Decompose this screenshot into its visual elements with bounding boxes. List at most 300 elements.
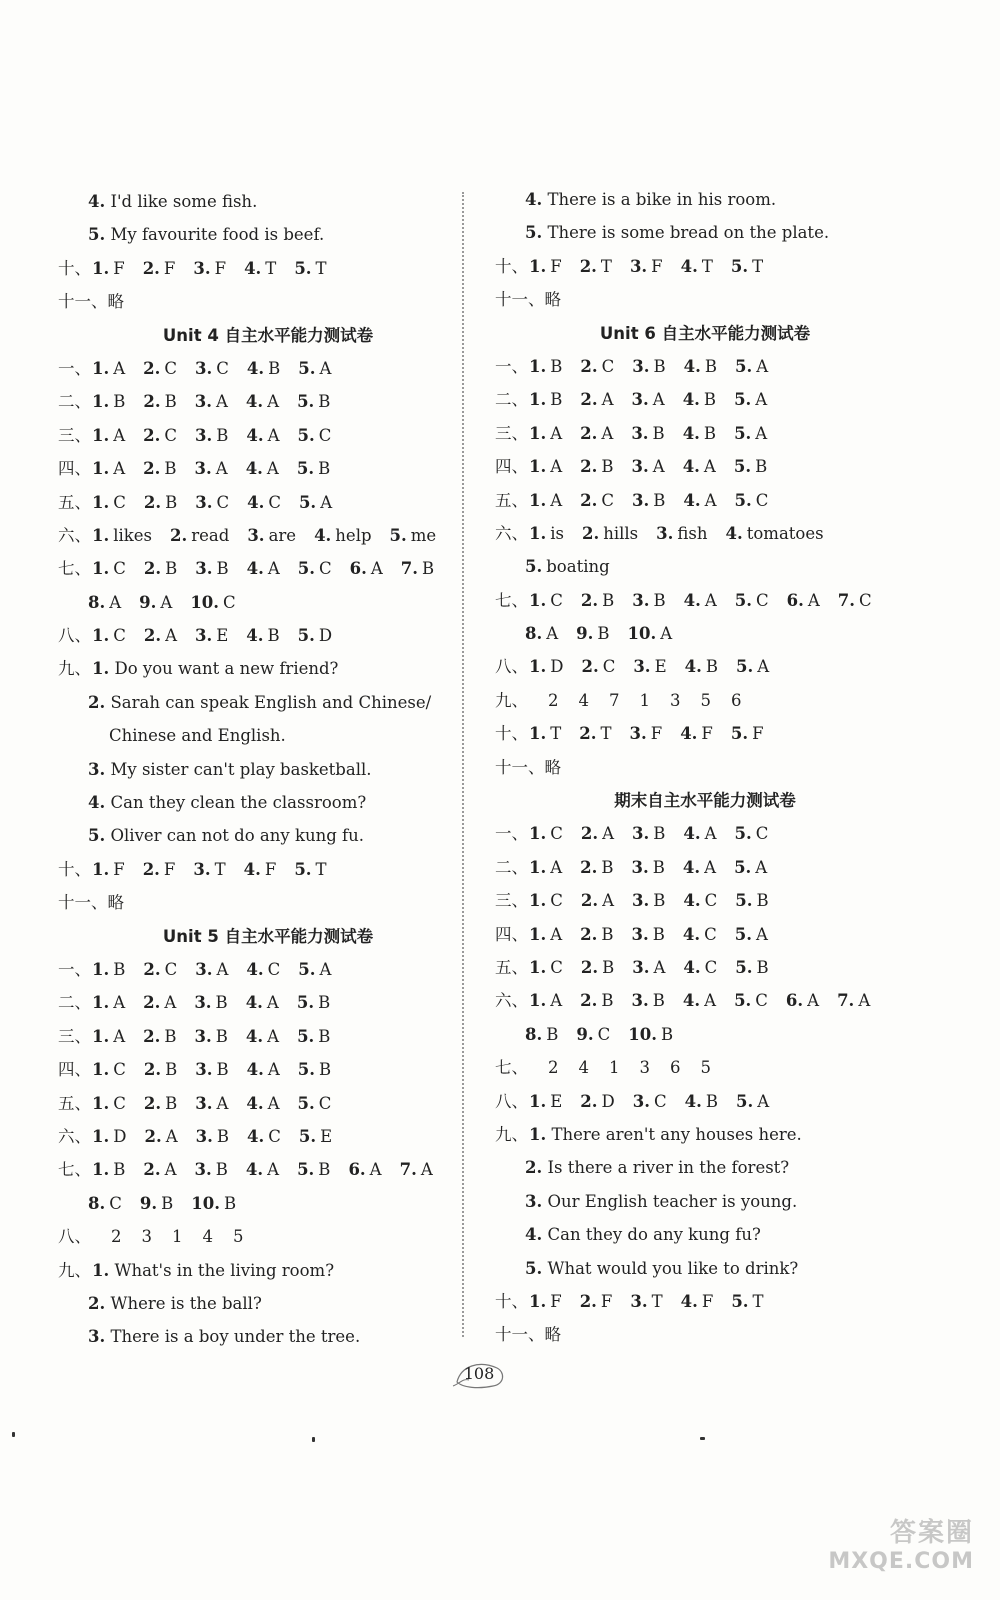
answer-item [529,517,564,550]
item-answer: A [267,392,280,412]
item-answer: B [705,657,718,677]
answer-item [632,584,665,617]
item-answer: D [113,1126,127,1146]
answer-item [580,1285,613,1318]
answer-item [580,250,612,283]
item-number: 2. [143,1093,162,1113]
answer-item [143,853,176,886]
item-answer: T [651,1291,663,1311]
item-answer: A [755,423,768,443]
item-answer: B [704,356,717,376]
item-number: 3. [195,358,213,378]
answer-item [297,986,330,1019]
answer-row [495,484,915,517]
section-marker: 十、 [495,724,528,744]
item-number: 9. [576,624,594,644]
item-number: 10. [628,1024,657,1044]
answer-item [529,884,563,917]
item-answer: A [370,559,383,579]
item-answer: F [600,1291,613,1311]
item-answer: is [550,523,564,543]
item-number: 4. [245,459,263,479]
item-answer: E [654,657,667,677]
answer-row [495,851,915,884]
scan-speck [312,1437,315,1442]
item-number: 5. [297,425,315,445]
item-number: 5. [734,423,752,443]
item-answer: C [113,626,126,646]
item-number: 1. [92,258,110,278]
item-number: 1. [92,859,110,879]
answer-item [92,352,125,385]
sentence-text: Is there a river in the forest? [547,1158,790,1178]
item-number: 2. [579,1291,597,1311]
answer-item [529,817,563,850]
item-answer: A [703,457,716,477]
item-number: 5. [525,223,543,243]
item-answer: F [163,859,176,879]
item-answer: A [165,626,178,646]
item-number: 3. [525,1191,543,1211]
answer-item [529,450,562,483]
item-number: 1. [529,390,547,410]
item-answer: C [704,891,718,911]
answer-row [495,1085,915,1118]
sequence-value: 2 [111,1227,122,1247]
item-answer: C [268,492,281,512]
answer-row [58,953,478,986]
sequence-value: 6 [731,690,742,710]
item-answer: A [215,392,228,412]
answer-row [58,419,478,452]
item-number: 1. [529,457,547,477]
item-answer: F [264,859,277,879]
item-number: 3. [631,423,649,443]
item-answer: C [597,1024,611,1044]
answer-item [735,484,769,517]
item-answer: B [653,356,666,376]
answer-row [495,450,915,483]
item-answer: B [319,1060,332,1080]
item-answer: C [164,358,178,378]
item-number: 4. [243,859,261,879]
item-number: 4. [682,924,701,944]
item-number: 4. [683,590,701,610]
item-answer: A [652,390,665,410]
item-answer: A [164,993,177,1013]
item-answer: C [859,590,872,610]
item-number: 9. [139,1193,158,1213]
answer-item [736,1085,769,1118]
item-answer: B [546,1024,559,1044]
item-number: 1. [92,993,110,1013]
answer-row [495,1285,915,1318]
answer-item [92,1120,126,1153]
answer-item [348,1153,381,1186]
answer-item [633,650,666,683]
page-number-text: 108 [463,1364,495,1383]
sentence-text: Do you want a new friend? [114,659,339,679]
section-marker: 二、 [58,993,91,1013]
item-number: 2. [143,1026,161,1046]
answer-item [400,1153,433,1186]
answer-item [144,619,177,652]
item-answer: B [602,590,615,610]
item-answer: B [652,423,665,443]
item-answer: A [653,957,666,977]
item-answer: A [756,356,769,376]
answer-item [144,552,177,585]
item-answer: B [216,425,229,445]
item-number: 1. [92,626,110,646]
item-answer: B [703,390,717,410]
answer-sentence [58,1254,478,1287]
item-answer: B [550,356,563,376]
item-answer: tomatoes [746,523,824,543]
item-answer: A [267,559,280,579]
item-answer: hills [603,523,639,543]
section-marker: 八、 [58,626,91,646]
answer-item [632,450,665,483]
answer-row [58,1020,478,1053]
item-answer: T [315,859,327,879]
item-answer: A [113,1026,126,1046]
item-number: 2. [143,559,162,579]
item-answer: A [807,991,820,1011]
item-number: 4. [246,358,265,378]
item-number: 1. [529,657,547,677]
item-answer: C [755,824,769,844]
answer-item [576,1018,610,1051]
item-number: 3. [631,857,649,877]
answer-sentence [58,819,478,852]
answer-item [529,650,563,683]
item-answer: D [318,626,333,646]
answer-item [734,417,767,450]
answer-item [529,383,562,416]
item-answer: A [550,457,563,477]
answer-item [92,853,125,886]
item-number: 2. [580,590,599,610]
answer-item [195,1020,228,1053]
column-divider [462,192,464,1337]
item-answer: A [216,1093,229,1113]
item-answer: C [550,590,563,610]
right-column [495,183,915,1352]
item-number: 3. [632,356,650,376]
item-answer: B [161,1193,174,1213]
item-number: 2. [143,1060,162,1080]
answer-item [734,984,768,1017]
item-number: 1. [92,1060,110,1080]
item-number: 2. [581,523,600,543]
section-marker: 七、 [495,590,528,610]
item-number: 4. [684,657,702,677]
item-number: 10. [627,624,657,644]
sequence-value: 5 [233,1227,244,1247]
answer-item [298,552,332,585]
item-number: 3. [631,390,649,410]
answer-item [525,1018,558,1051]
answer-item [195,1087,228,1120]
answer-sentence [58,1287,478,1320]
item-answer: A [550,991,563,1011]
answer-item [632,884,665,917]
answer-row [58,486,478,519]
answer-item [685,1085,718,1118]
item-number: 3. [195,425,213,445]
item-number: 5. [296,993,315,1013]
answer-item [734,450,767,483]
item-answer: E [216,626,229,646]
item-number: 3. [195,1126,213,1146]
item-answer: A [756,924,768,944]
answer-item [143,986,176,1019]
section-marker: 一、 [495,356,528,376]
answer-item [786,984,819,1017]
answer-row [495,951,915,984]
item-answer: B [652,991,665,1011]
answer-row [58,586,478,619]
answer-row [495,383,915,416]
item-number: 1. [92,392,110,412]
answer-item [683,417,716,450]
item-number: 4. [683,490,701,510]
answer-row [58,1187,478,1220]
item-number: 5. [734,590,752,610]
answer-item [579,717,611,750]
item-answer: T [315,258,327,278]
answer-item [294,853,326,886]
item-number: 2. [580,356,598,376]
answer-item [683,851,716,884]
section-title: Unit 5 自主水平能力测试卷 [162,926,374,946]
item-number: 1. [529,724,547,744]
item-answer: A [113,993,126,1013]
answer-item [529,1285,562,1318]
answer-item [632,817,665,850]
item-number: 2. [142,859,160,879]
item-number: 1. [92,425,110,445]
answer-row [495,918,915,951]
answer-row [58,519,478,552]
answer-item [144,1087,177,1120]
answer-item [630,250,663,283]
answer-sentence [495,1252,915,1285]
item-answer: A [113,358,126,378]
answer-item [144,1053,177,1086]
item-number: 4. [246,959,264,979]
item-number: 3. [247,525,265,545]
answer-sentence [58,185,478,218]
answer-row [58,853,478,886]
item-number: 2. [143,993,161,1013]
item-answer: B [653,490,666,510]
answer-item [580,350,614,383]
sentence-text: My favourite food is beef. [110,225,325,245]
item-number: 2. [143,392,161,412]
item-number: 3. [629,724,647,744]
item-answer: B [601,857,614,877]
page-number [449,1356,509,1392]
item-number: 2. [579,256,597,276]
item-number: 2. [580,991,598,1011]
item-answer: A [550,490,563,510]
sequence-value: 4 [578,1058,589,1078]
item-number: 1. [92,1126,110,1146]
item-number: 5. [298,1126,317,1146]
answer-sentence [495,216,915,249]
item-answer: C [113,492,126,512]
item-answer: A [320,492,333,512]
sequence-value: 3 [670,690,681,710]
section-marker: 八、 [495,1091,528,1111]
item-number: 1. [529,1291,547,1311]
item-answer: A [267,1026,280,1046]
answer-item [581,584,614,617]
item-number: 6. [349,559,367,579]
section-marker: 五、 [495,490,528,510]
answer-item [92,1153,125,1186]
answer-item [628,617,673,650]
answer-item [632,350,665,383]
item-number: 3. [632,490,650,510]
answer-item [735,884,768,917]
section-marker: 二、 [495,857,528,877]
item-number: 1. [92,959,110,979]
answer-item [92,419,125,452]
item-number: 3. [88,759,106,779]
answer-sentence [495,1185,915,1218]
item-number: 4. [525,1225,543,1245]
item-number: 3. [195,559,213,579]
item-number: 5. [298,358,316,378]
answer-item [140,1187,173,1220]
answer-item [735,584,769,617]
item-answer: F [701,1291,714,1311]
answer-item [581,817,614,850]
answer-item [529,350,562,383]
scan-speck [700,1437,705,1440]
item-answer: F [113,859,125,879]
item-answer: A [113,425,126,445]
item-number: 3. [194,1160,212,1180]
answer-row [58,452,478,485]
answer-item [630,717,663,750]
item-number: 2. [525,1158,543,1178]
sentence-text: There aren't any houses here. [551,1124,802,1144]
answer-item [631,417,664,450]
answer-sentence [58,719,478,752]
answer-item [580,450,613,483]
section-marker: 六、 [58,1126,91,1146]
item-number: 1. [92,1260,110,1280]
item-answer: B [164,459,177,479]
item-number: 2. [143,492,162,512]
section-marker: 六、 [58,525,91,545]
item-answer: A [267,1160,280,1180]
answer-item [195,552,228,585]
section-marker: 十、 [58,258,91,278]
section-marker: 九、 [495,690,528,710]
item-answer: A [266,993,279,1013]
item-number: 5. [88,225,106,245]
answer-item [684,584,717,617]
answer-item [244,252,276,285]
item-answer: B [705,1091,718,1111]
answer-item [143,252,176,285]
item-number: 2. [580,924,598,944]
item-answer: T [265,258,277,278]
answer-item [529,1085,562,1118]
answer-item [838,584,872,617]
answer-item [684,350,717,383]
answer-item [144,486,177,519]
item-answer: B [660,1024,674,1044]
item-answer: C [216,492,230,512]
item-answer: F [163,258,176,278]
answer-item [632,984,665,1017]
item-number: 2. [143,425,161,445]
answer-item [246,986,279,1019]
answer-sequence [58,1220,478,1253]
item-number: 8. [525,624,543,644]
item-number: 3. [631,924,649,944]
item-number: 1. [529,423,547,443]
answer-line-plain: 十一、略 [495,1325,561,1345]
item-answer: boating [546,557,610,577]
item-answer: B [165,492,178,512]
item-number: 3. [195,492,213,512]
answer-row [495,417,915,450]
item-number: 2. [580,457,598,477]
item-answer: B [653,824,666,844]
item-answer: A [369,1160,382,1180]
answer-item [581,884,614,917]
answer-item [580,417,613,450]
item-number: 9. [139,592,157,612]
answer-row [58,619,478,652]
item-answer: C [164,425,178,445]
answer-item [735,918,768,951]
item-answer: me [410,525,437,545]
answer-row [495,550,915,583]
item-answer: A [420,1160,433,1180]
item-number: 3. [632,957,650,977]
item-number: 4. [244,258,262,278]
item-number: 4. [245,1160,264,1180]
answer-item [92,619,126,652]
item-answer: C [704,924,717,944]
item-answer: A [755,390,768,410]
item-number: 2. [170,525,188,545]
sentence-text: My sister can't play basketball. [110,759,372,779]
answer-item [576,617,609,650]
answer-sentence [58,753,478,786]
item-answer: B [113,1160,126,1180]
answer-sequence [495,1051,915,1084]
item-number: 4. [246,1093,264,1113]
answer-item [143,352,177,385]
item-answer: C [268,1126,281,1146]
answer-sentence [495,183,915,216]
answer-item [246,385,279,418]
sequence-value: 1 [639,690,650,710]
item-number: 5. [735,657,754,677]
item-answer: A [319,959,332,979]
section-marker: 五、 [58,492,91,512]
item-number: 1. [529,824,547,844]
